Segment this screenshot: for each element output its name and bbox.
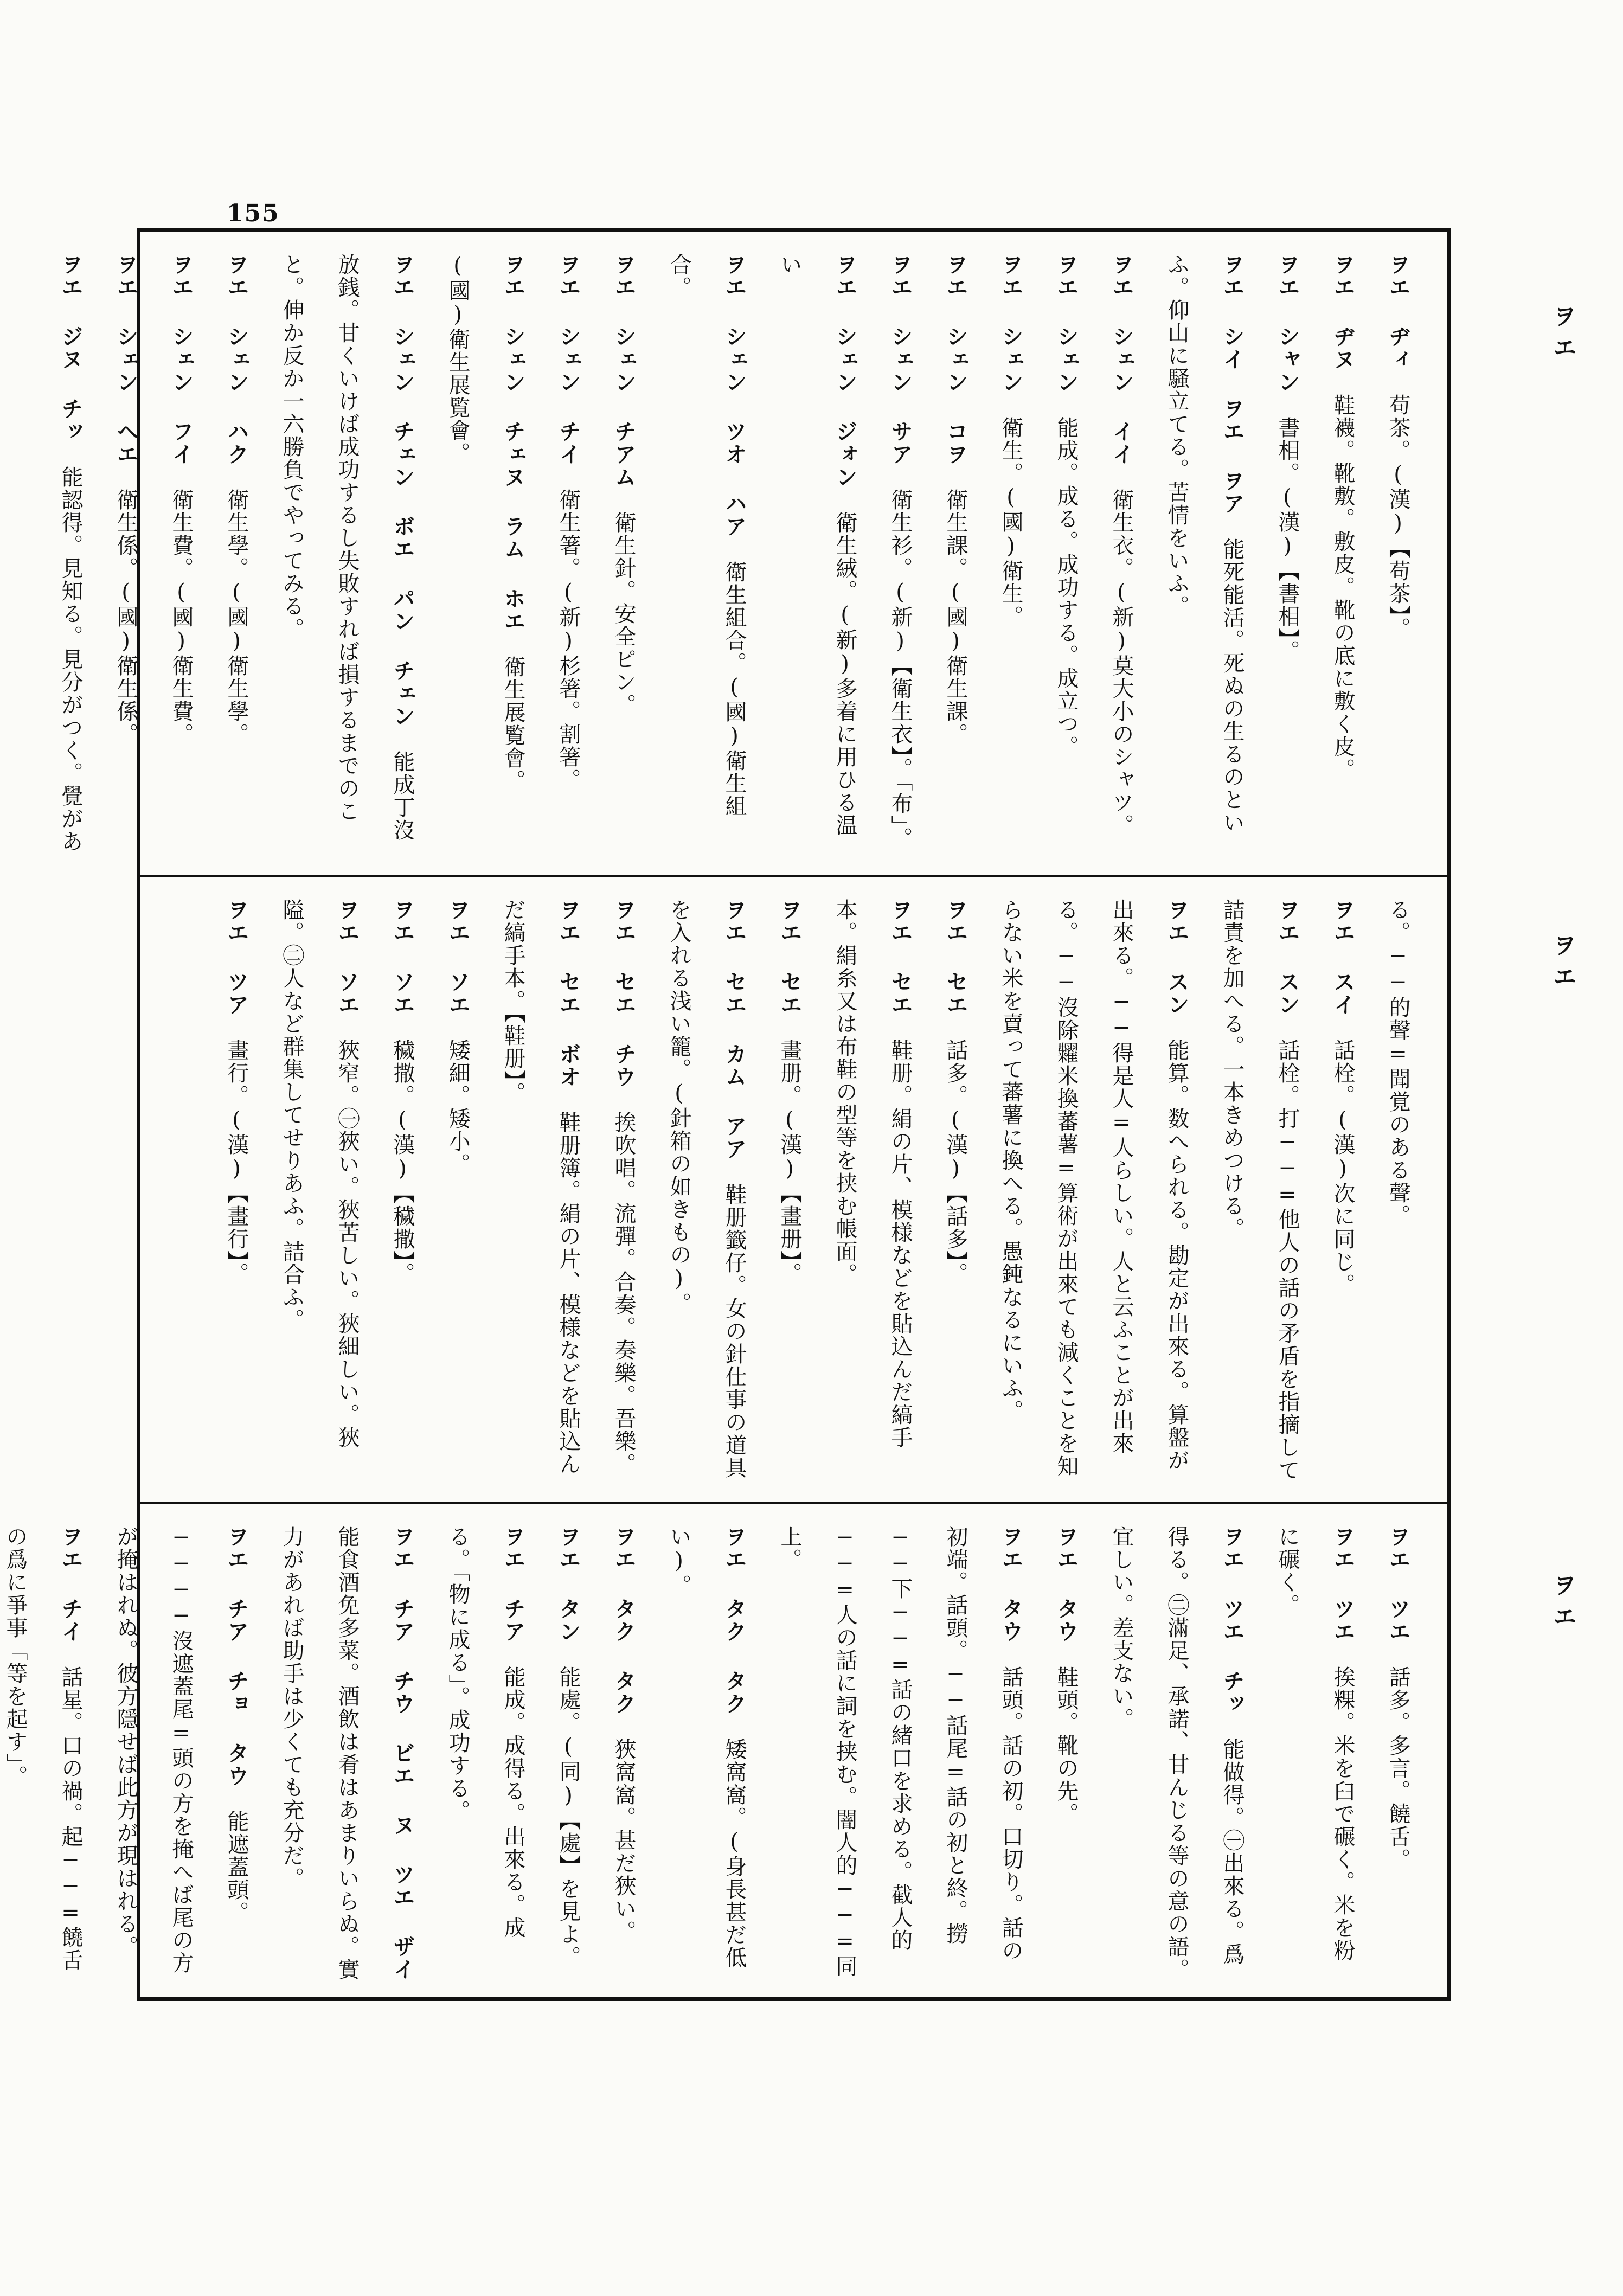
dictionary-entry — [209, 253, 264, 855]
entry-columns-middle — [157, 899, 1426, 1485]
dictionary-entry — [596, 253, 651, 855]
entry-reading: ヲエ ヂヌ — [1330, 253, 1356, 371]
dictionary-frame — [3, 228, 1451, 2001]
section-tag-top: ヲエ — [1549, 304, 1576, 367]
entry-definition: 畫行。(漢)【畫行】。 — [224, 1039, 249, 1285]
entry-definition: 話多。(漢)【話多】。 — [943, 1039, 968, 1285]
entry-definition: 能遮蓋頭。────沒遮蓋尾=頭の方を掩へば尾の方が掩はれぬ。彼方隱せば此方が現はれる。 — [113, 1525, 249, 1974]
dictionary-entry — [983, 899, 1204, 1487]
entry-definition: 衛生學。(國)衛生學。 — [224, 489, 249, 746]
entry-reading: ヲエ ツエ — [1330, 1525, 1356, 1643]
entry-reading: ヲエ タク タク — [611, 1525, 637, 1715]
entry-definition: 畫册。(漢)【畫册】。 — [777, 1039, 802, 1285]
dictionary-entry — [762, 1525, 1038, 1981]
entry-reading: ヲエ シェン ヘエ — [113, 253, 139, 466]
dictionary-entry — [873, 253, 928, 855]
section-tag-middle: ヲエ — [1549, 933, 1576, 996]
dictionary-entry — [1260, 253, 1315, 855]
entry-reading: ヲエ タウ — [1054, 1525, 1079, 1643]
dictionary-entry — [651, 1525, 762, 1981]
entry-reading: ヲエ ジヌ チッ — [58, 253, 84, 443]
entry-reading: ヲエ ソエ — [390, 899, 415, 1016]
dictionary-entry — [485, 899, 596, 1487]
dictionary-entry — [43, 253, 98, 855]
dictionary-entry — [1038, 253, 1094, 855]
entry-definition: 鞋册簿。絹の片、模様などを貼込んだ縞手本。【鞋册】。 — [501, 899, 581, 1476]
entry-reading: ヲエ シェン ジォン — [832, 253, 858, 489]
dictionary-entry — [541, 253, 596, 855]
dictionary-entry — [596, 899, 651, 1487]
entry-definition: 矮窩窩。(身長甚だ低い)。 — [666, 1525, 747, 1969]
entry-definition: 話頭。話の初。口切り。話の初端。話頭。──話尾=話の初と終。撈──下──=話の緒口を求める。截人的──=人の話に詞を挟む。闇人的──=同上。 — [777, 1525, 1023, 1978]
entry-reading: ヲエ チイ — [58, 1525, 84, 1643]
entry-reading: ヲエ シェン ツオ ハア — [722, 253, 747, 538]
entry-reading: ヲエ シャン — [1275, 253, 1300, 394]
dictionary-entry — [209, 899, 264, 1487]
dictionary-entry — [651, 253, 762, 855]
dictionary-entry — [596, 1525, 651, 1981]
entry-definition: 衛生課。(國)衛生課。 — [943, 489, 968, 746]
entry-reading: ヲエ シェン チェヌ ラム ホエ — [501, 253, 526, 633]
entry-reading: ヲエ セエ カム アア — [722, 899, 747, 1160]
tier-middle — [140, 877, 1447, 1504]
dictionary-entry — [1204, 899, 1315, 1487]
entry-reading: ヲエ ソエ — [445, 899, 471, 1016]
entry-definition: 狹窄。㊀狹い。狹苦しい。狹細しい。狹隘。㊁人など群集してせりあふ。詰合ふ。 — [279, 899, 360, 1449]
dictionary-entry — [1315, 253, 1370, 855]
entry-definition: 矮細。矮小。 — [445, 1039, 470, 1176]
entry-definition: 衛生。(國)衛生。 — [998, 416, 1023, 628]
dictionary-entry — [1094, 1525, 1260, 1981]
entry-definition: 衛生組合。(國)衛生組合。 — [666, 253, 747, 818]
entry-columns-top — [58, 253, 1426, 858]
entry-reading: ヲエ セエ チウ — [611, 899, 637, 1088]
entry-definition: 衛生衣。(新)莫大小のシャツ。 — [1109, 489, 1134, 837]
entry-definition: 話栓。(漢)次に同じ。 — [1330, 1039, 1355, 1296]
entry-reading: ヲエ シイ ヲエ ヲア — [1220, 253, 1245, 515]
dictionary-entry — [762, 899, 817, 1487]
dictionary-entry — [264, 253, 430, 855]
dictionary-entry — [0, 1525, 98, 1981]
dictionary-entry — [153, 253, 209, 855]
dictionary-entry — [98, 1525, 264, 1981]
entry-definition: 衛生針。安全ピン。 — [611, 511, 636, 716]
entry-reading: ヲエ シェン フイ — [169, 253, 194, 466]
entry-definition: 話栓。打──=他人の話の矛盾を指摘して詰責を加へる。一本きめつける。 — [1220, 899, 1300, 1482]
entry-definition: 能成丁沒放銭。甘くいけば成功するし失敗すれば損するまでのこと。伸か反か一六勝負でやってみる。 — [279, 253, 415, 842]
tier-top — [58, 232, 1447, 877]
entry-reading: ヲエ チア チウ ビエ ヌ ツエ ザイ — [390, 1525, 415, 1981]
dictionary-entry — [1094, 253, 1149, 855]
entry-columns-bottom — [3, 1525, 1426, 1981]
entry-definition: 衛生係。(國)衛生係。 — [113, 489, 138, 746]
entry-definition: る。──的聲=聞覚のある聲。 — [1385, 899, 1410, 1227]
entry-reading: ヲエ タン — [556, 1525, 581, 1643]
entry-definition: 挨吹唱。流彈。合奏。奏樂。吾樂。 — [611, 1111, 636, 1476]
entry-definition: 鞋頭。靴の先。 — [1054, 1666, 1079, 1825]
dictionary-entry — [264, 1525, 430, 1981]
entry-reading: ヲエ シェン チアム — [611, 253, 637, 489]
entry-definition: 衛生衫。(新)【衛生衣】。「布」。 — [888, 489, 913, 850]
dictionary-entry — [651, 899, 762, 1487]
entry-definition: 能死能活。死ぬの生るのといふ。仰山に騒立てる。苦情をいふ。 — [1164, 253, 1244, 834]
dictionary-entry — [817, 899, 928, 1487]
dictionary-entry — [98, 253, 153, 855]
entry-reading: ヲエ スン — [1164, 899, 1190, 1016]
entry-definition: 能成。成得る。出來る。成る。「物に成る」。成功する。 — [445, 1525, 525, 1939]
entry-definition: 鞋册。絹の片、模様などを貼込んだ縞手本。絹糸又は布鞋の型等を挟む帳面。 — [832, 899, 913, 1449]
entry-reading: ヲエ ツア — [224, 899, 249, 1016]
entry-reading: ヲエ ツエ — [1385, 1525, 1411, 1643]
entry-definition: 衛生展覧會。(國)衛生展覧會。 — [445, 253, 525, 792]
entry-definition: 能食酒免多菜。酒飲は肴はあまりいらぬ。實力があれば助手は少くても充分だ。 — [279, 1525, 360, 1981]
dictionary-entry — [541, 1525, 596, 1981]
dictionary-entry — [1315, 899, 1370, 1487]
entry-definition: 能認得。見知る。見分がつく。覺があ — [58, 466, 83, 853]
entry-definition: 穢撒。(漢)【穢撒】。 — [390, 1039, 415, 1285]
entry-reading: ヲエ セエ — [888, 899, 913, 1016]
dictionary-entry — [1149, 253, 1260, 855]
dictionary-entry — [1370, 899, 1426, 1487]
entry-reading: ヲエ シェン コヲ — [943, 253, 968, 466]
entry-definition: 能算。数へられる。勘定が出來る。算盤が出來る。──得是人=人らしい。人と云ふことが出來る。──沒除糶米換蕃薯=算術が出來ても減くことを知らない米を賣って蕃薯に換へる。愚鈍なるにいふ。 — [998, 899, 1189, 1478]
entry-definition: 能做得。㊀出來る。爲得る。㊁滿足、承諾、甘んじる等の意の語。宜しい。差支ない。 — [1109, 1525, 1244, 1981]
entry-reading: ヲエ チア — [501, 1525, 526, 1643]
dictionary-entry — [762, 253, 873, 855]
section-tag-bottom: ヲエ — [1549, 1573, 1576, 1636]
entry-definition: 衛生箸。(新)杉箸。割箸。 — [556, 489, 581, 791]
dictionary-entry — [1370, 253, 1426, 855]
entry-reading: ヲエ シェン — [998, 253, 1024, 394]
dictionary-entry — [928, 253, 983, 855]
dictionary-entry — [1260, 1525, 1370, 1981]
entry-reading: ヲエ シェン ハク — [224, 253, 249, 466]
entry-reading: ヲエ スイ — [1330, 899, 1356, 1016]
entry-definition: 能處。(同)【處】を見よ。 — [556, 1666, 581, 1968]
entry-reading: ヲエ ツエ チッ — [1220, 1525, 1245, 1715]
entry-reading: ヲエ シェン チイ — [556, 253, 581, 466]
entry-reading: ヲエ セエ — [777, 899, 803, 1016]
entry-definition: 話多。多言。饒舌。 — [1385, 1666, 1410, 1871]
entry-reading: ヲエ シェン チェン ボエ パン チェン — [390, 253, 415, 728]
dictionary-entry — [1370, 1525, 1426, 1981]
entry-reading: ヲエ ソエ — [335, 899, 360, 1016]
entry-reading: ヲエ セエ ボオ — [556, 899, 581, 1088]
entry-definition: 衛生絨。(新)多着に用ひる温い — [777, 253, 857, 837]
entry-reading: ヲエ セエ — [943, 899, 968, 1016]
dictionary-entry — [430, 899, 485, 1487]
dictionary-entry — [264, 899, 375, 1487]
dictionary-entry — [928, 899, 983, 1487]
tier-bottom — [3, 1504, 1447, 1997]
entry-definition: 挨粿。米を臼で碾く。米を粉に碾く。 — [1275, 1525, 1355, 1962]
entry-definition: 鞋襪。靴敷。敷皮。靴の底に敷く皮。 — [1330, 394, 1355, 781]
dictionary-entry — [983, 253, 1038, 855]
entry-definition: 狹窩窩。甚だ狹い。 — [611, 1738, 636, 1943]
dictionary-entry — [430, 1525, 541, 1981]
entry-reading: ヲエ チア チョ タウ — [224, 1525, 249, 1787]
entry-definition: 衛生費。(國)衛生費。 — [169, 489, 194, 746]
entry-definition: 能成。成る。成功する。成立つ。 — [1054, 416, 1079, 758]
dictionary-entry — [1038, 1525, 1094, 1981]
entry-definition: 鞋册籤仔。女の針仕事の道具を入れる浅い籠。(針箱の如きもの)。 — [666, 899, 747, 1479]
entry-reading: ヲエ タク タク — [722, 1525, 747, 1715]
entry-definition: 書相。(漢)【書相】。 — [1275, 416, 1300, 663]
entry-reading: ヲエ タウ — [998, 1525, 1024, 1643]
entry-definition: 話星。口の禍。起──=饒舌の爲に爭事「等を起す」。 — [3, 1525, 83, 1972]
entry-definition: 苟茶。(漢)【苟茶】。 — [1385, 394, 1410, 640]
dictionary-entry — [430, 253, 541, 855]
entry-reading: ヲエ シェン イイ — [1109, 253, 1134, 466]
entry-reading: ヲエ ヂィ — [1385, 253, 1411, 371]
entry-reading: ヲエ シェン — [1054, 253, 1079, 394]
entry-reading: ヲエ シェン サア — [888, 253, 913, 466]
page-number: 155 — [227, 200, 280, 227]
entry-reading: ヲエ スン — [1275, 899, 1300, 1016]
dictionary-entry — [375, 899, 430, 1487]
